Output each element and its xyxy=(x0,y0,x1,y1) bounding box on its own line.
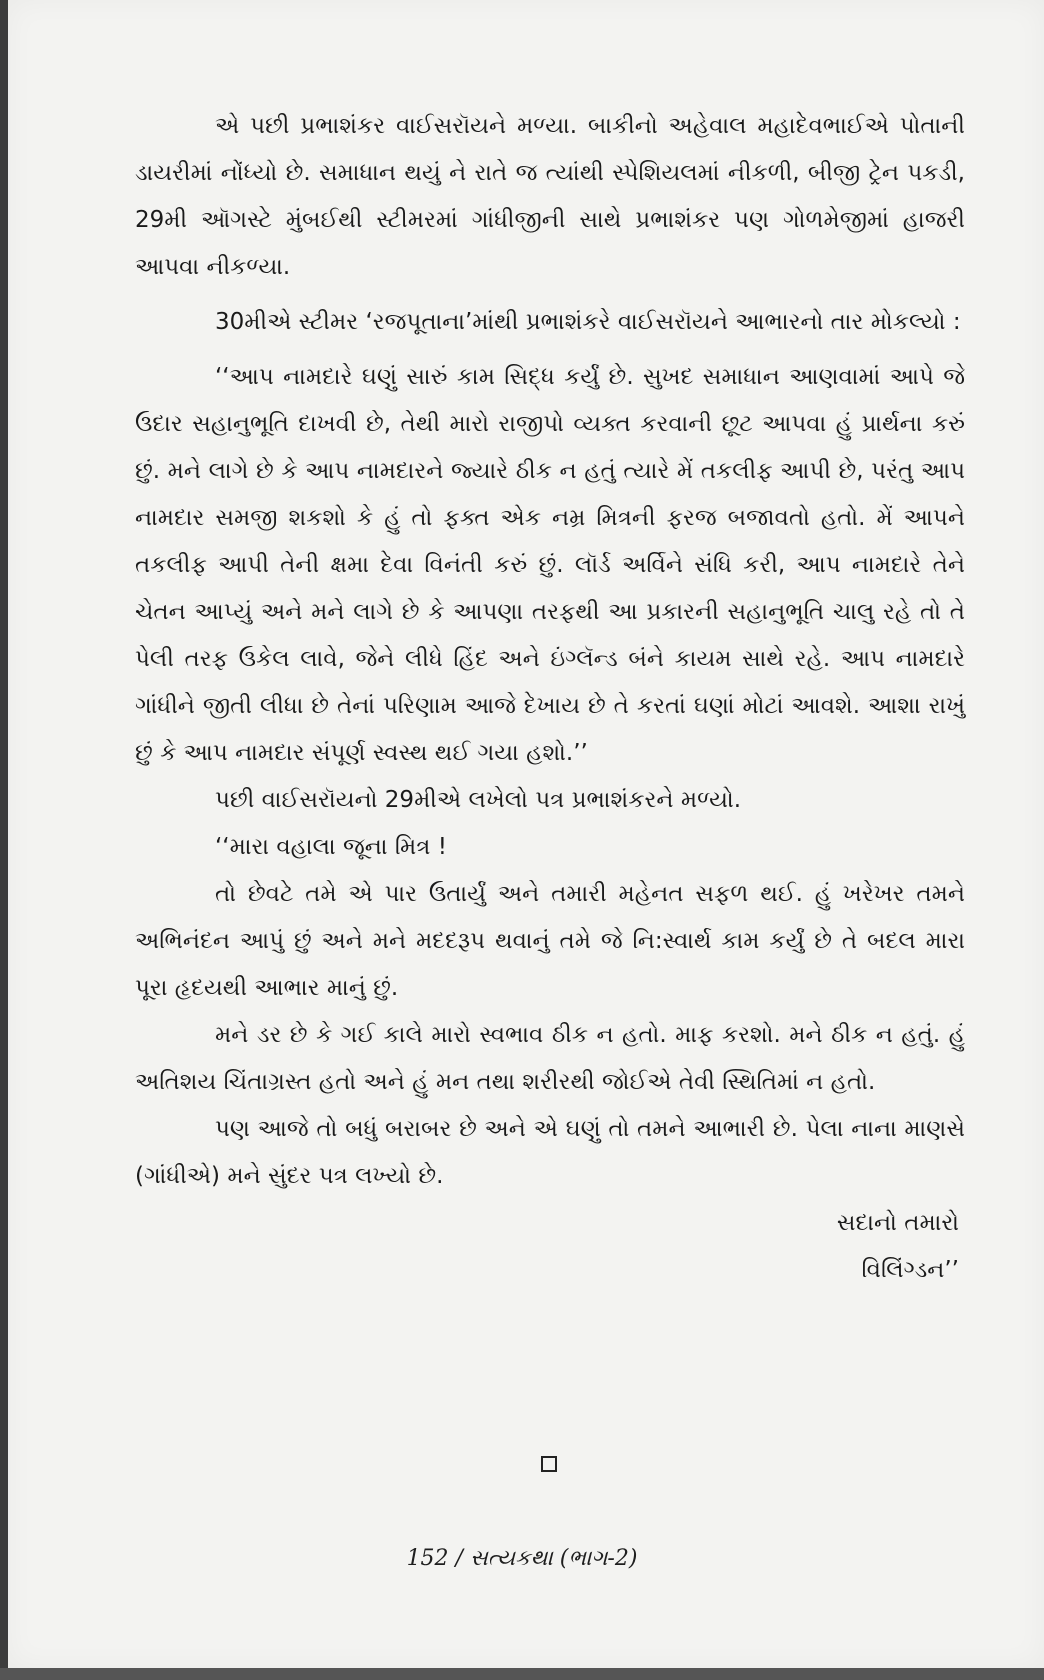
paragraph-telegram: ‘‘આપ નામદારે ઘણું સારું કામ સિદ્ધ કર્યું છે. સુખદ સમાધાન આણવામાં આપે જે ઉદાર સહાનુભૂતિ દાખવી છે, તેથી મારો રાજીપો વ્યક્ત કરવાની છૂટ આપવા હું પ્રાર્થના કરું છું. મને લાગે છે કે આપ નામદારને જ્યારે ઠીક ન હતું ત્યારે મેં તકલીફ આપી છે, પરંતુ આપ નામદાર સમજી શકશો કે હું તો ફક્ત એક નમ્ર મિત્રની ફરજ બજાવતો હતો. મેં આપને તકલીફ આપી તેની ક્ષમા દેવા વિનંતી કરું છું. લૉર્ડ અર્વિને સંધિ કરી, આપ નામદારે તેને ચેતન આપ્યું અને મને લાગે છે કે આપણા તરફથી આ પ્રકારની સહાનુભૂતિ ચાલુ રહે તો તે પેલી તરફ ઉકેલ લાવે, જેને લીધે હિંદ અને ઇંગ્લૅન્ડ બંને કાયમ સાથે રહે. આપ નામદારે ગાંધીને જીતી લીધા છે તેનાં પરિણામ આજે દેખાય છે તે કરતાં ઘણાં મોટાં આવશે. આશા રાખું છું કે આપ નામદાર સંપૂર્ણ સ્વસ્થ થઈ ગયા હશો.’’ xyxy=(135,364,965,766)
letter-salutation: ‘‘મારા વહાલા જૂના મિત્ર ! xyxy=(215,834,447,860)
paragraph-2: 30મીએ સ્ટીમર ‘રજપૂતાના’માંથી પ્રભાશંકરે વાઈસરૉયને આભારનો તાર મોકલ્યો : xyxy=(215,309,961,335)
scan-left-edge xyxy=(0,0,8,1680)
letter-signature: વિલિંગ્ડન’’ xyxy=(861,1257,959,1283)
paragraph-4: પછી વાઈસરૉયનો 29મીએ લખેલો પત્ર પ્રભાશંકરને મળ્યો. xyxy=(215,787,742,813)
letter-paragraph-2: મને ડર છે કે ગઈ કાલે મારો સ્વભાવ ઠીક ન હતો. માફ કરશો. મને ઠીક ન હતું. હું અતિશય ચિંતાગ્રસ્ત હતો અને હું મન તથા શરીરથી જોઈએ તેવી સ્થિતિમાં ન હતો. xyxy=(135,1022,965,1095)
letter-paragraph-3: પણ આજે તો બધું બરાબર છે અને એ ઘણું તો તમને આભારી છે. પેલા નાના માણસે (ગાંધીએ) મને સુંદર પત્ર લખ્યો છે. xyxy=(135,1116,965,1189)
scan-bottom-edge xyxy=(0,1668,1044,1680)
page-footer: 152 / સત્યકથા (ભાગ-2) xyxy=(406,1546,638,1571)
letter-closing: સદાનો તમારો xyxy=(836,1210,959,1236)
page-body xyxy=(135,103,965,1294)
letter-paragraph-1: તો છેવટે તમે એ પાર ઉતાર્યું અને તમારી મહેનત સફળ થઈ. હું ખરેખર તમને અભિનંદન આપું છું અને મને મદદરૂપ થવાનું તમે જે નિ:સ્વાર્થ કામ કર્યું છે તે બદલ મારા પૂરા હૃદયથી આભાર માનું છું. xyxy=(135,881,965,1001)
section-end-square-icon xyxy=(541,1456,557,1472)
paragraph-1: એ પછી પ્રભાશંકર વાઈસરૉયને મળ્યા. બાકીનો અહેવાલ મહાદેવભાઈએ પોતાની ડાયરીમાં નોંધ્યો છે. સમાધાન થયું ને રાતે જ ત્યાંથી સ્પેશિયલમાં નીકળી, બીજી ટ્રેન પકડી, 29મી ઑગસ્ટે મુંબઈથી સ્ટીમરમાં ગાંધીજીની સાથે પ્રભાશંકર પણ ગોળમેજીમાં હાજરી આપવા નીકળ્યા. xyxy=(135,113,965,280)
